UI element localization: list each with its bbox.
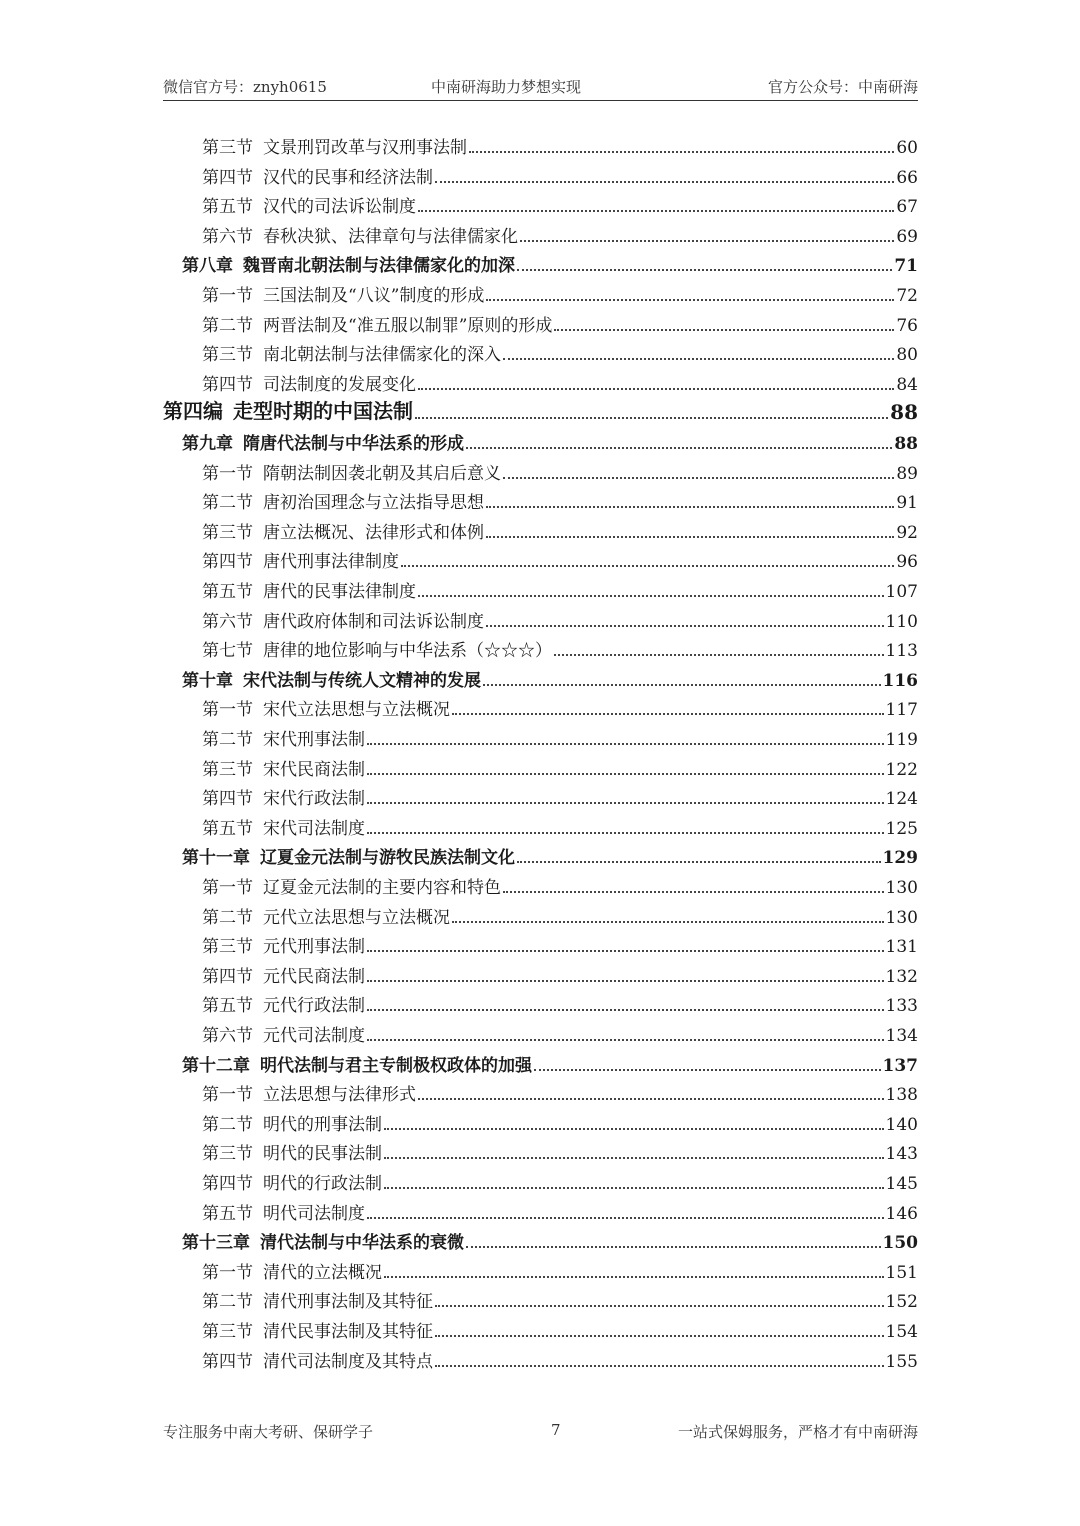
toc-entry-sec (202, 900, 918, 928)
toc-entry-page: 66 (896, 167, 918, 188)
toc-entry-title: 唐代的民事法律制度 (263, 582, 416, 602)
toc-entry-page: 131 (885, 937, 918, 958)
header-slogan: 中南研海助力梦想实现 (431, 78, 582, 96)
toc-entry-page: 72 (896, 286, 918, 306)
toc-entry-number: 第十章 (182, 670, 233, 691)
toc-entry-label (202, 488, 484, 513)
toc-entry-title: 立法思想与法律形式 (263, 1085, 416, 1106)
toc-entry-number: 第四节 (202, 966, 253, 987)
toc-entry-label (202, 695, 450, 720)
toc-entry-title: 宋代行政法制 (263, 789, 365, 810)
toc-entry-sec (202, 1136, 918, 1164)
footer-tagline-left: 专注服务中南大考研、保研学子 (163, 1423, 374, 1441)
toc-entry-chap (182, 663, 918, 691)
toc-entry-label (202, 1199, 365, 1224)
toc-entry-label (202, 1021, 365, 1046)
toc-entry-title: 文景刑罚改革与汉刑事法制 (263, 138, 467, 158)
toc-dot-leader (469, 151, 894, 153)
toc-dot-leader (384, 1187, 884, 1189)
toc-dot-leader (503, 358, 894, 360)
toc-entry-number: 第三节 (202, 522, 253, 543)
toc-entry-sec (202, 574, 918, 602)
toc-entry-number: 第六节 (202, 226, 253, 247)
toc-entry-sec (202, 367, 918, 395)
toc-entry-number: 第八章 (182, 256, 233, 277)
toc-entry-page: 110 (885, 611, 918, 632)
toc-entry-chap (182, 840, 918, 868)
toc-entry-sec (202, 752, 918, 780)
toc-entry-sec (202, 189, 918, 217)
toc-entry-page: 80 (896, 345, 918, 366)
toc-entry-number: 第六节 (202, 611, 253, 632)
toc-entry-sec (202, 1314, 918, 1342)
toc-entry-title: 明代的行政法制 (263, 1174, 382, 1194)
toc-entry-sec (202, 781, 918, 809)
toc-entry-title: 隋朝法制因袭北朝及其启后意义 (263, 463, 501, 484)
toc-entry-number: 第四节 (202, 167, 253, 188)
toc-entry-page: 119 (885, 730, 918, 750)
toc-entry-label (182, 843, 515, 868)
toc-entry-page: 150 (882, 1233, 918, 1254)
toc-dot-leader (435, 1365, 884, 1367)
toc-entry-page: 146 (885, 1203, 918, 1224)
toc-entry-label (202, 1258, 382, 1283)
toc-entry-page: 140 (885, 1114, 918, 1135)
toc-dot-leader (452, 713, 884, 715)
toc-dot-leader (452, 921, 884, 923)
toc-entry-number: 第十三章 (182, 1233, 250, 1254)
page-footer (163, 1421, 918, 1445)
toc-entry-title: 明代法制与君主专制极权政体的加强 (260, 1055, 532, 1076)
toc-entry-label (202, 340, 501, 365)
toc-entry-number: 第七节 (202, 641, 253, 662)
toc-entry-title: 明代的刑事法制 (263, 1114, 382, 1135)
toc-entry-number: 第四节 (202, 789, 253, 810)
toc-entry-number: 第三节 (202, 937, 253, 958)
toc-entry-number: 第五节 (202, 996, 253, 1017)
toc-entry-label (202, 1110, 382, 1135)
toc-entry-page: 124 (885, 789, 918, 810)
toc-entry-page: 151 (885, 1262, 918, 1283)
toc-entry-sec (202, 1255, 918, 1283)
toc-entry-number: 第四节 (202, 374, 253, 395)
toc-dot-leader (418, 388, 894, 390)
header-wechat-id: 微信官方号：znyh0615 (163, 78, 327, 96)
toc-entry-page: 71 (894, 256, 918, 277)
toc-entry-label (182, 1051, 532, 1076)
toc-entry-sec (202, 811, 918, 839)
toc-entry-title: 清代刑事法制及其特征 (263, 1292, 433, 1313)
toc-entry-page: 89 (896, 463, 918, 484)
toc-entry-number: 第五节 (202, 1203, 253, 1224)
toc-entry-page: 155 (885, 1351, 918, 1372)
toc-entry-label (182, 251, 515, 276)
toc-entry-page: 67 (896, 197, 918, 218)
toc-dot-leader (534, 1069, 881, 1071)
toc-entry-label (202, 222, 518, 247)
toc-dot-leader (435, 1335, 884, 1337)
toc-entry-number: 第一节 (202, 463, 253, 484)
toc-entry-sec (202, 1344, 918, 1372)
toc-entry-number: 第四节 (202, 1351, 253, 1372)
toc-entry-number: 第二节 (202, 1114, 253, 1135)
toc-entry-title: 清代法制与中华法系的衰微 (260, 1233, 464, 1254)
toc-entry-number: 第三节 (202, 345, 253, 366)
toc-entry-label (202, 784, 365, 809)
toc-entry-sec (202, 485, 918, 513)
toc-entry-number: 第四编 (163, 399, 223, 424)
toc-entry-number: 第三节 (202, 759, 253, 780)
toc-entry-chap (182, 248, 918, 276)
toc-entry-sec (202, 1196, 918, 1224)
toc-entry-number: 第二节 (202, 1292, 253, 1313)
toc-entry-sec (202, 633, 918, 661)
toc-entry-title: 清代民事法制及其特征 (263, 1322, 433, 1342)
toc-entry-number: 第一节 (202, 1085, 253, 1106)
toc-entry-page: 145 (885, 1174, 918, 1194)
toc-entry-sec (202, 870, 918, 898)
toc-entry-page: 84 (896, 374, 918, 395)
toc-entry-title: 汉代的民事和经济法制 (263, 167, 433, 188)
toc-entry-sec (202, 604, 918, 632)
toc-entry-sec (202, 160, 918, 188)
toc-entry-number: 第二节 (202, 907, 253, 928)
toc-entry-sec (202, 959, 918, 987)
toc-entry-number: 第一节 (202, 286, 253, 306)
toc-entry-title: 元代行政法制 (263, 996, 365, 1017)
toc-dot-leader (486, 536, 894, 538)
toc-entry-title: 隋唐代法制与中华法系的形成 (243, 434, 464, 454)
toc-entry-label (202, 1347, 433, 1372)
toc-dot-leader (486, 625, 884, 627)
toc-entry-label (202, 814, 365, 839)
toc-dot-leader (517, 861, 881, 863)
toc-dot-leader (367, 802, 884, 804)
toc-entry-title: 元代刑事法制 (263, 937, 365, 958)
toc-dot-leader (367, 773, 884, 775)
toc-entry-title: 元代司法制度 (263, 1026, 365, 1046)
toc-entry-label (202, 755, 365, 780)
toc-dot-leader (554, 654, 884, 656)
toc-dot-leader (415, 417, 888, 419)
toc-entry-title: 宋代立法思想与立法概况 (263, 700, 450, 721)
toc-entry-label (202, 962, 365, 987)
toc-entry-number: 第十一章 (182, 848, 250, 869)
toc-entry-label (202, 932, 365, 957)
toc-entry-label (202, 873, 501, 898)
toc-entry-number: 第六节 (202, 1026, 253, 1046)
toc-entry-label (202, 192, 416, 217)
toc-entry-chap (182, 1048, 918, 1076)
toc-entry-title: 明代司法制度 (263, 1203, 365, 1224)
page-header (163, 76, 918, 100)
toc-entry-label (182, 1228, 464, 1253)
toc-entry-number: 第五节 (202, 582, 253, 602)
toc-entry-sec (202, 544, 918, 572)
toc-dot-leader (554, 329, 894, 331)
toc-entry-sec (202, 929, 918, 957)
toc-entry-label (163, 395, 413, 424)
toc-entry-part (163, 394, 918, 424)
toc-entry-label (202, 370, 416, 395)
toc-entry-number: 第二节 (202, 315, 253, 336)
toc-entry-label (202, 163, 433, 188)
toc-entry-label (202, 991, 365, 1016)
toc-entry-sec (202, 722, 918, 750)
toc-entry-page: 152 (885, 1292, 918, 1313)
toc-entry-title: 南北朝法制与法律儒家化的深入 (263, 345, 501, 366)
toc-entry-label (202, 607, 484, 632)
header-official-account: 官方公众号：中南研海 (767, 78, 918, 96)
toc-entry-chap (182, 426, 918, 454)
toc-dot-leader (384, 1157, 884, 1159)
toc-entry-page: 107 (885, 582, 918, 602)
toc-entry-page: 88 (890, 400, 918, 425)
toc-entry-sec (202, 1077, 918, 1105)
toc-entry-title: 司法制度的发展变化 (263, 374, 416, 395)
toc-entry-page: 130 (885, 907, 918, 928)
toc-entry-label (202, 547, 399, 572)
toc-entry-number: 第三节 (202, 1144, 253, 1165)
toc-entry-label (202, 1080, 416, 1105)
toc-dot-leader (384, 1128, 884, 1130)
toc-dot-leader (367, 980, 884, 982)
toc-entry-number: 第四节 (202, 1174, 253, 1194)
toc-entry-title: 明代的民事法制 (263, 1144, 382, 1165)
toc-entry-page: 132 (885, 966, 918, 987)
header-divider (163, 100, 918, 101)
toc-entry-sec (202, 308, 918, 336)
toc-entry-page: 76 (896, 315, 918, 336)
toc-entry-page: 143 (885, 1144, 918, 1165)
toc-entry-page: 88 (894, 434, 918, 454)
toc-entry-number: 第三节 (202, 1322, 253, 1342)
toc-entry-number: 第五节 (202, 197, 253, 218)
toc-entry-label (202, 133, 467, 158)
toc-entry-title: 唐律的地位影响与中华法系（☆☆☆） (263, 641, 552, 662)
toc-entry-page: 125 (885, 818, 918, 839)
toc-entry-title: 魏晋南北朝法制与法律儒家化的加深 (243, 256, 515, 277)
toc-dot-leader (520, 240, 894, 242)
toc-entry-title: 清代司法制度及其特点 (263, 1351, 433, 1372)
toc-entry-label (202, 311, 552, 336)
toc-dot-leader (418, 595, 884, 597)
toc-entry-page: 96 (896, 552, 918, 573)
toc-entry-title: 两晋法制及“准五服以制罪”原则的形成 (263, 315, 553, 336)
toc-dot-leader (483, 684, 881, 686)
toc-dot-leader (367, 950, 884, 952)
toc-entry-page: 91 (896, 493, 918, 514)
toc-entry-page: 154 (885, 1322, 918, 1342)
toc-entry-number: 第二节 (202, 493, 253, 514)
toc-dot-leader (466, 447, 892, 449)
toc-dot-leader (418, 1098, 884, 1100)
toc-entry-label (202, 636, 552, 661)
toc-entry-title: 三国法制及“八议”制度的形成 (263, 286, 485, 306)
toc-entry-sec (202, 130, 918, 158)
toc-entry-label (202, 1139, 382, 1164)
toc-dot-leader (367, 1217, 884, 1219)
toc-dot-leader (384, 1276, 884, 1278)
toc-entry-page: 122 (885, 759, 918, 780)
toc-entry-label (202, 281, 484, 306)
toc-entry-page: 116 (882, 670, 918, 691)
toc-dot-leader (418, 210, 894, 212)
toc-entry-number: 第十二章 (182, 1055, 250, 1076)
toc-entry-number: 第三节 (202, 138, 253, 158)
toc-dot-leader (367, 832, 884, 834)
toc-entry-number: 第一节 (202, 700, 253, 721)
toc-entry-number: 第九章 (182, 434, 233, 454)
toc-dot-leader (503, 891, 884, 893)
toc-entry-page: 129 (882, 848, 918, 869)
toc-entry-title: 辽夏金元法制与游牧民族法制文化 (260, 848, 515, 869)
toc-entry-page: 69 (896, 226, 918, 247)
toc-entry-title: 唐初治国理念与立法指导思想 (263, 493, 484, 514)
toc-entry-page: 117 (885, 700, 918, 721)
toc-entry-label (202, 725, 365, 750)
toc-entry-number: 第一节 (202, 1262, 253, 1283)
toc-entry-page: 138 (885, 1085, 918, 1106)
toc-entry-sec (202, 1284, 918, 1312)
toc-dot-leader (367, 1009, 884, 1011)
toc-entry-title: 清代的立法概况 (263, 1262, 382, 1283)
toc-entry-title: 宋代民商法制 (263, 759, 365, 780)
toc-dot-leader (367, 1039, 884, 1041)
toc-entry-label (202, 1287, 433, 1312)
toc-entry-label (182, 666, 481, 691)
toc-entry-page: 130 (885, 878, 918, 898)
toc-entry-number: 第四节 (202, 552, 253, 573)
toc-entry-page: 113 (885, 641, 918, 662)
toc-entry-label (202, 1169, 382, 1194)
footer-tagline-right: 一站式保姆服务，严格才有中南研海 (677, 1423, 918, 1441)
toc-entry-title: 宋代刑事法制 (263, 730, 365, 750)
toc-entry-label (202, 518, 484, 543)
toc-dot-leader (435, 181, 894, 183)
toc-entry-title: 春秋决狱、法律章句与法律儒家化 (263, 226, 518, 247)
toc-entry-sec (202, 692, 918, 720)
toc-entry-chap (182, 1225, 918, 1253)
toc-dot-leader (486, 506, 894, 508)
toc-entry-label (202, 903, 450, 928)
toc-entry-sec (202, 1166, 918, 1194)
toc-entry-label (202, 1317, 433, 1342)
toc-entry-page: 137 (882, 1055, 918, 1076)
toc-dot-leader (517, 269, 892, 271)
toc-dot-leader (435, 1305, 884, 1307)
toc-entry-sec (202, 219, 918, 247)
page-number: 7 (551, 1421, 561, 1439)
toc-entry-sec (202, 278, 918, 306)
toc-entry-sec (202, 1107, 918, 1135)
toc-entry-title: 辽夏金元法制的主要内容和特色 (263, 878, 501, 898)
toc-dot-leader (503, 477, 894, 479)
toc-entry-page: 60 (896, 138, 918, 158)
toc-entry-page: 92 (896, 522, 918, 543)
toc-dot-leader (486, 299, 894, 301)
toc-entry-title: 宋代司法制度 (263, 818, 365, 839)
toc-dot-leader (401, 565, 894, 567)
toc-entry-title: 唐代刑事法律制度 (263, 552, 399, 573)
toc-entry-title: 汉代的司法诉讼制度 (263, 197, 416, 218)
toc-entry-page: 134 (885, 1026, 918, 1046)
toc-entry-sec (202, 337, 918, 365)
toc-entry-sec (202, 515, 918, 543)
toc-entry-number: 第五节 (202, 818, 253, 839)
toc-dot-leader (466, 1246, 881, 1248)
toc-entry-label (202, 577, 416, 602)
toc-entry-title: 唐立法概况、法律形式和体例 (263, 522, 484, 543)
toc-entry-sec (202, 456, 918, 484)
toc-entry-title: 唐代政府体制和司法诉讼制度 (263, 611, 484, 632)
toc-entry-title: 走型时期的中国法制 (233, 399, 413, 424)
toc-entry-number: 第一节 (202, 878, 253, 898)
toc-entry-title: 元代民商法制 (263, 966, 365, 987)
toc-entry-label (182, 429, 464, 454)
toc-entry-number: 第二节 (202, 730, 253, 750)
toc-entry-title: 元代立法思想与立法概况 (263, 907, 450, 928)
toc-entry-label (202, 459, 501, 484)
toc-entry-sec (202, 1018, 918, 1046)
toc-entry-sec (202, 988, 918, 1016)
toc-entry-page: 133 (885, 996, 918, 1017)
toc-dot-leader (367, 743, 884, 745)
toc-entry-title: 宋代法制与传统人文精神的发展 (243, 670, 481, 691)
